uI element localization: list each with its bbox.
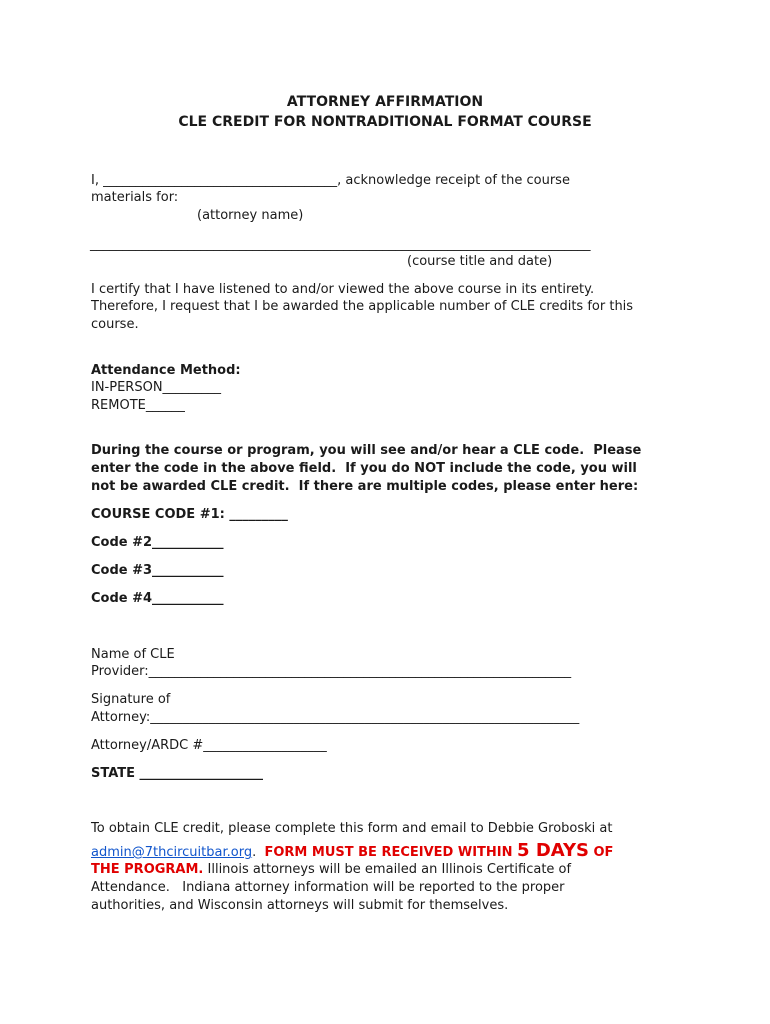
form-subtitle: CLE CREDIT FOR NONTRADITIONAL FORMAT COURSE (178, 114, 592, 130)
footer-illinois: Illinois attorneys will be emailed an Illinois Certificate of (203, 862, 572, 877)
signature-label: Signature of (91, 692, 171, 707)
signature-field: Attorney:__________________________________________________________________ (91, 710, 580, 725)
instructions-line-1: During the course or program, you will see and/or hear a CLE code. Please (91, 443, 642, 458)
deadline-of: OF (588, 845, 614, 860)
attorney-name-hint: (attorney name) (197, 208, 304, 223)
provider-field: Provider:_________________________________________________________________ (91, 664, 572, 679)
provider-label: Name of CLE (91, 647, 175, 662)
course-code-2: Code #2___________ (91, 535, 224, 550)
footer-line-3 (91, 861, 571, 878)
attendance-heading: Attendance Method: (91, 363, 241, 378)
course-code-3: Code #3___________ (91, 563, 224, 578)
acknowledge-line: I, ____________________________________, acknowledge receipt of the course (91, 173, 570, 188)
footer-period: . (252, 845, 265, 860)
course-title-blank: _____________________________________________________________________________ (90, 237, 591, 252)
certify-line-3: course. (91, 317, 139, 332)
footer-line-5: authorities, and Wisconsin attorneys will submit for themselves. (91, 898, 509, 913)
state-field: STATE ___________________ (91, 766, 264, 781)
form-title: ATTORNEY AFFIRMATION (286, 94, 484, 110)
ardc-field: Attorney/ARDC #___________________ (91, 738, 327, 753)
attendance-in-person: IN-PERSON_________ (91, 380, 222, 395)
course-code-4: Code #4___________ (91, 591, 224, 606)
deadline-days: 5 DAYS (517, 840, 589, 861)
instructions-line-3: not be awarded CLE credit. If there are multiple codes, please enter here: (91, 479, 639, 494)
instructions-line-2: enter the code in the above field. If you do NOT include the code, you will (91, 461, 637, 476)
course-code-1: COURSE CODE #1: _________ (91, 507, 288, 522)
acknowledge-materials: materials for: (91, 190, 179, 205)
deadline-program: THE PROGRAM. (91, 862, 204, 877)
certify-line-1: I certify that I have listened to and/or viewed the above course in its entirety. (91, 282, 595, 297)
certify-line-2: Therefore, I request that I be awarded the applicable number of CLE credits for this (91, 299, 634, 314)
footer-line-1: To obtain CLE credit, please complete this form and email to Debbie Groboski at (91, 821, 613, 836)
attendance-remote: REMOTE______ (91, 398, 185, 413)
deadline-text: FORM MUST BE RECEIVED WITHIN (264, 845, 518, 860)
footer-line-4: Attendance. Indiana attorney information will be reported to the proper (91, 880, 565, 895)
course-title-hint: (course title and date) (407, 254, 553, 269)
email-link[interactable]: admin@7thcircuitbar.org (91, 845, 253, 860)
